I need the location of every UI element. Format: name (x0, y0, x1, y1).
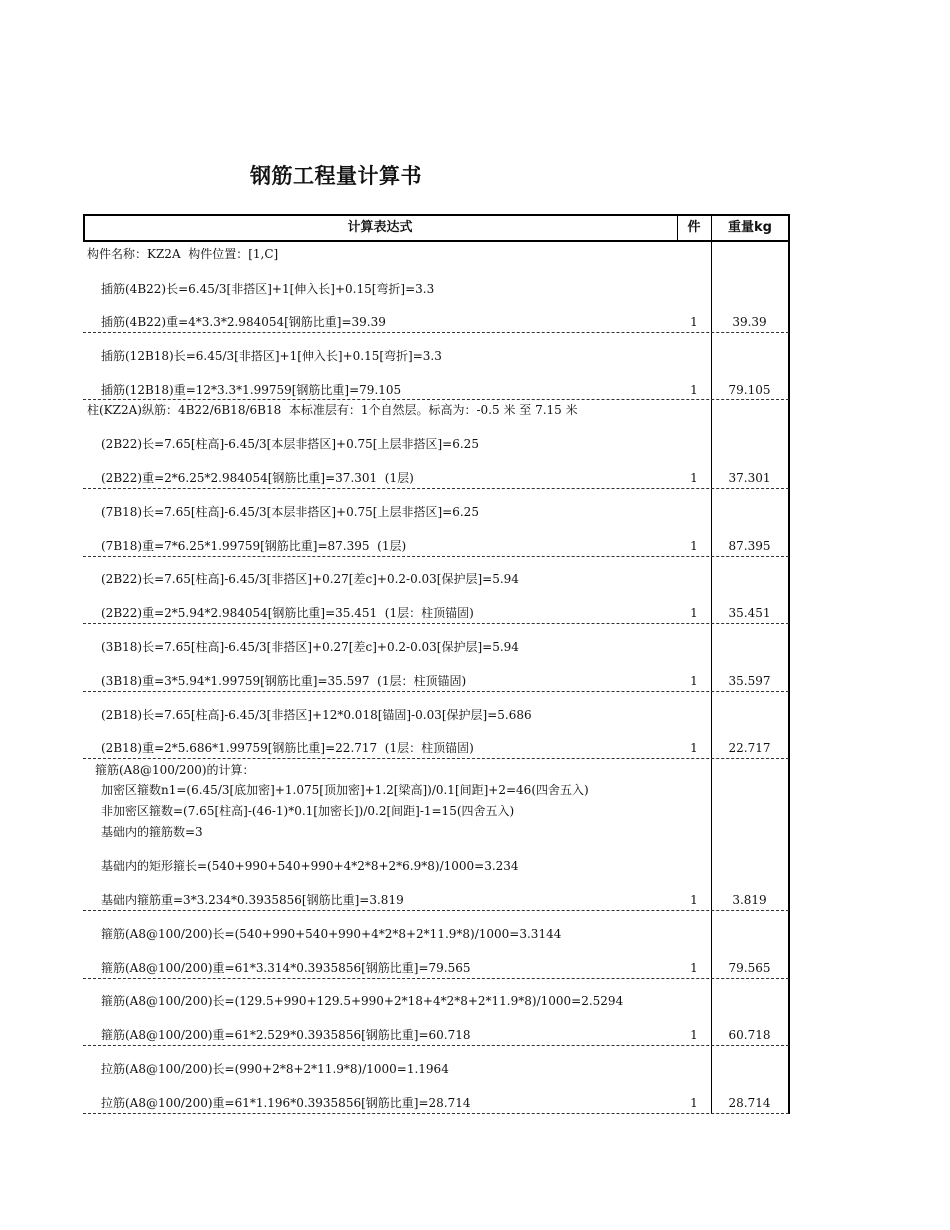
row-weight: 87.395 (728, 539, 771, 553)
header-expression: 计算表达式 (347, 220, 413, 235)
row-weight: 35.451 (728, 606, 771, 620)
row-weight: 35.597 (728, 674, 771, 688)
component-info: 构件名称：KZ2A 构件位置：[1,C] (87, 247, 279, 261)
longitudinal-weight-expr: (2B22)重=2*6.25*2.984054[钢筋比重]=37.301 (1层) (101, 471, 414, 485)
row-divider (83, 758, 789, 759)
longitudinal-length: (7B18)长=7.65[柱高]-6.45/3[本层非搭区]+0.75[上层非搭区]=6.25 (101, 505, 479, 519)
row-divider (83, 399, 789, 400)
longitudinal-length: (3B18)长=7.65[柱高]-6.45/3[非搭区]+0.27[差c]+0.2-0.03[保护层]=5.94 (101, 640, 519, 654)
page-title: 钢筋工程量计算书 (250, 164, 422, 188)
row-weight: 28.714 (728, 1096, 771, 1110)
row-count: 1 (690, 961, 698, 975)
row-count: 1 (690, 674, 698, 688)
table-header-bottom-border (83, 240, 790, 242)
row-divider (83, 332, 789, 333)
row-count: 1 (690, 741, 698, 755)
header-count: 件 (687, 220, 701, 235)
row-count: 1 (690, 471, 698, 485)
stirrup-sparse-count: 非加密区箍数=(7.65[柱高]-(46-1)*0.1[加密长])/0.2[间距]-1=15(四舍五入) (101, 804, 515, 818)
stirrup-heading: 箍筋(A8@100/200)的计算： (95, 763, 255, 777)
row-weight: 79.105 (728, 383, 771, 397)
row-weight: 79.565 (728, 961, 771, 975)
tie-length: 拉筋(A8@100/200)长=(990+2*8+2*11.9*8)/1000=1.1964 (101, 1062, 449, 1076)
row-weight: 37.301 (728, 471, 771, 485)
insert-length: 插筋(12B18)长=6.45/3[非搭区]+1[伸入长]+0.15[弯折]=3.3 (101, 349, 442, 363)
stirrup-weight-expr: 箍筋(A8@100/200)重=61*2.529*0.3935856[钢筋比重]=60.718 (101, 1028, 471, 1042)
column-info: 柱(KZ2A)纵筋：4B22/6B18/6B18 本标准层有：1个自然层。标高为：-0.5 米 至 7.15 米 (87, 403, 578, 417)
stirrup-length: 箍筋(A8@100/200)长=(129.5+990+129.5+990+2*18+4*2*8+2*11.9*8)/1000=2.5294 (101, 994, 624, 1008)
longitudinal-length: (2B22)长=7.65[柱高]-6.45/3[非搭区]+0.27[差c]+0.2-0.03[保护层]=5.94 (101, 572, 519, 586)
stirrup-dense-count: 加密区箍数n1=(6.45/3[底加密]+1.075[顶加密]+1.2[梁高])/0.1[间距]+2=46(四舍五入) (101, 783, 589, 797)
longitudinal-length: (2B22)长=7.65[柱高]-6.45/3[本层非搭区]+0.75[上层非搭区]=6.25 (101, 437, 479, 451)
row-weight: 22.717 (728, 741, 771, 755)
row-divider (83, 1045, 789, 1046)
longitudinal-weight-expr: (7B18)重=7*6.25*1.99759[钢筋比重]=87.395 (1层) (101, 539, 407, 553)
row-count: 1 (690, 1028, 698, 1042)
row-weight: 60.718 (728, 1028, 771, 1042)
stirrup-base-length: 基础内的矩形箍长=(540+990+540+990+4*2*8+2*6.9*8)/1000=3.234 (101, 859, 519, 873)
row-weight: 39.39 (732, 315, 767, 329)
table-top-border (83, 214, 790, 216)
row-count: 1 (690, 539, 698, 553)
row-divider (83, 691, 789, 692)
row-count: 1 (690, 893, 698, 907)
row-divider (83, 556, 789, 557)
table-right-border (788, 214, 790, 1114)
insert-weight-expr: 插筋(12B18)重=12*3.3*1.99759[钢筋比重]=79.105 (101, 383, 402, 397)
header-weight: 重量kg (728, 220, 772, 235)
insert-length: 插筋(4B22)长=6.45/3[非搭区]+1[伸入长]+0.15[弯折]=3.3 (101, 282, 435, 296)
row-count: 1 (690, 315, 698, 329)
row-divider (83, 1113, 789, 1114)
row-divider (83, 488, 789, 489)
calculation-table (83, 214, 790, 1114)
row-weight: 3.819 (732, 893, 767, 907)
tie-weight-expr: 拉筋(A8@100/200)重=61*1.196*0.3935856[钢筋比重]=28.714 (101, 1096, 471, 1110)
stirrup-weight-expr: 箍筋(A8@100/200)重=61*3.314*0.3935856[钢筋比重]=79.565 (101, 961, 471, 975)
row-divider (83, 978, 789, 979)
longitudinal-length: (2B18)长=7.65[柱高]-6.45/3[非搭区]+12*0.018[锚固]-0.03[保护层]=5.686 (101, 708, 532, 722)
row-count: 1 (690, 383, 698, 397)
insert-weight-expr: 插筋(4B22)重=4*3.3*2.984054[钢筋比重]=39.39 (101, 315, 386, 329)
longitudinal-weight-expr: (2B18)重=2*5.686*1.99759[钢筋比重]=22.717 (1层：柱顶锚固) (101, 741, 474, 755)
stirrup-base-count: 基础内的箍筋数=3 (101, 825, 203, 839)
row-count: 1 (690, 1096, 698, 1110)
row-divider (83, 623, 789, 624)
row-divider (83, 910, 789, 911)
longitudinal-weight-expr: (2B22)重=2*5.94*2.984054[钢筋比重]=35.451 (1层：柱顶锚固) (101, 606, 474, 620)
stirrup-base-weight: 基础内箍筋重=3*3.234*0.3935856[钢筋比重]=3.819 (101, 893, 404, 907)
stirrup-length: 箍筋(A8@100/200)长=(540+990+540+990+4*2*8+2*11.9*8)/1000=3.3144 (101, 927, 562, 941)
weight-column-divider (711, 214, 712, 1114)
longitudinal-weight-expr: (3B18)重=3*5.94*1.99759[钢筋比重]=35.597 (1层：柱顶锚固) (101, 674, 467, 688)
row-count: 1 (690, 606, 698, 620)
